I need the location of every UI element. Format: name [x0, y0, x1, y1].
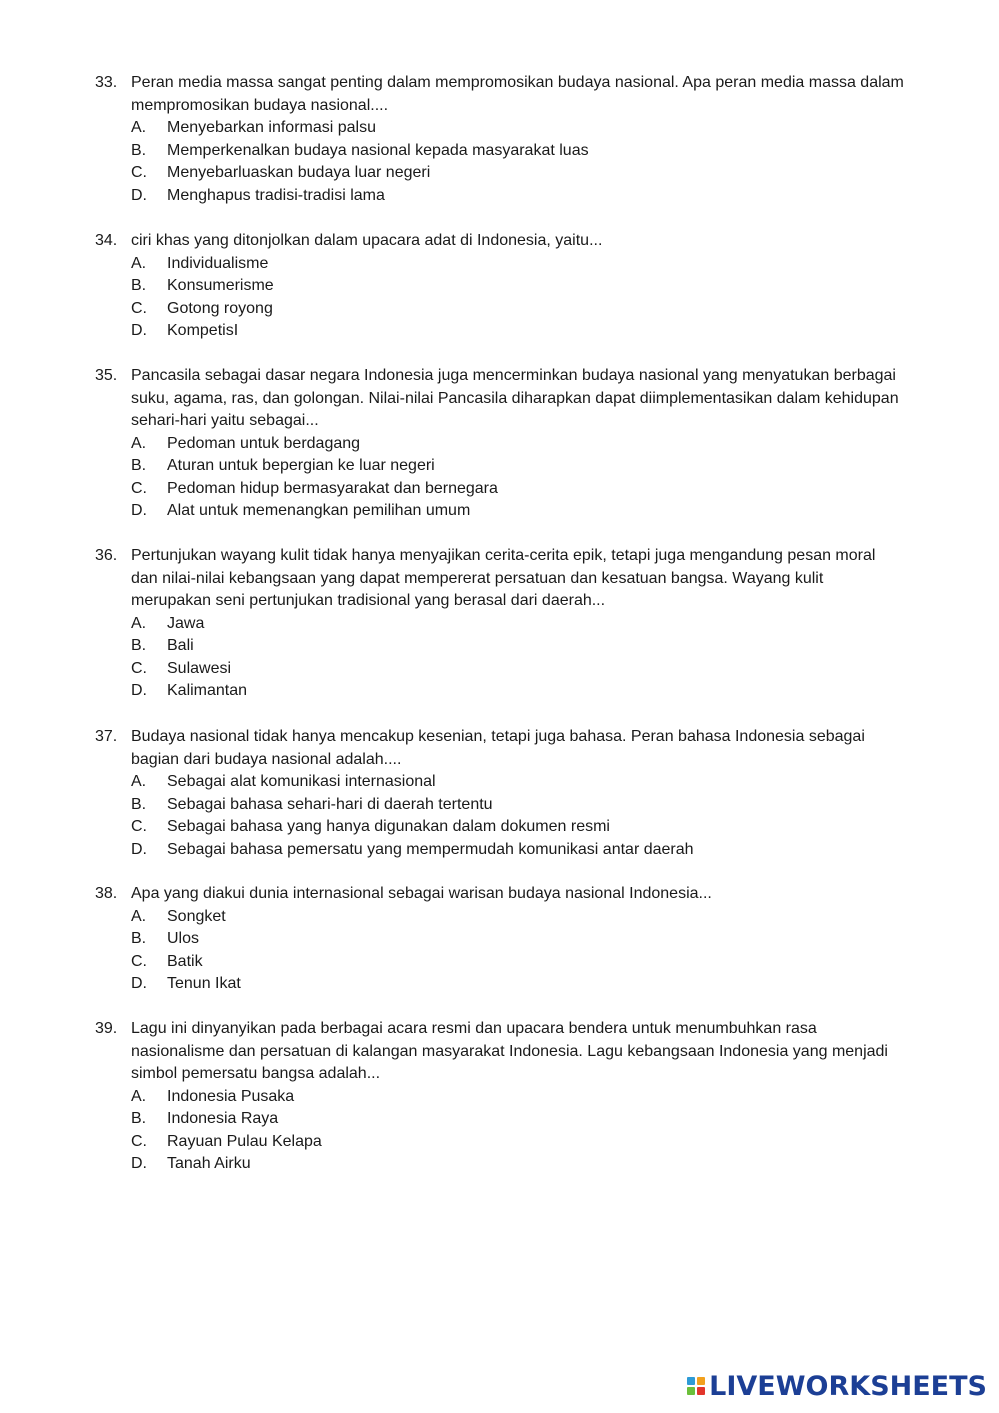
- option-text: Ulos: [167, 930, 200, 947]
- option-a: [95, 117, 905, 140]
- option-c: [95, 478, 905, 501]
- option-a: [95, 1086, 905, 1109]
- options-list: [95, 613, 905, 703]
- option-text: Sebagai bahasa yang hanya digunakan dalam dokumen resmi: [167, 818, 610, 835]
- question-33: [95, 72, 905, 207]
- question-number: 39.: [95, 1020, 118, 1037]
- question-38: [95, 883, 905, 996]
- option-letter: D.: [131, 502, 147, 519]
- option-text: Sebagai bahasa pemersatu yang mempermudah komunikasi antar daerah: [167, 840, 694, 858]
- option-text: Rayuan Pulau Kelapa: [167, 1132, 322, 1150]
- question-text: Peran media massa sangat penting dalam mempromosikan budaya nasional. Apa peran media massa dalam mempromosikan budaya nasional....: [131, 74, 904, 114]
- question-text: Pertunjukan wayang kulit tidak hanya menyajikan cerita-cerita epik, tetapi juga mengandung pesan moral dan nilai-nilai kebangsaan yang dapat mempererat persatuan dan kesatuan bangsa. Wayang kulit merupakan seni pertunjukan tradisional yang berasal dari daerah...: [131, 547, 876, 609]
- option-b: [95, 275, 905, 298]
- logo-square-icon: [687, 1387, 695, 1395]
- question-text: Lagu ini dinyanyikan pada berbagai acara resmi dan upacara bendera untuk menumbuhkan rasa nasionalisme dan persatuan di kalangan masyarakat Indonesia. Lagu kebangsaan Indonesia yang menjadi simbol pemersatu bangsa adalah...: [131, 1020, 888, 1082]
- option-d: [95, 320, 905, 343]
- option-letter: B.: [131, 457, 147, 474]
- option-letter: C.: [131, 952, 147, 970]
- question-number: 36.: [95, 547, 118, 564]
- logo-square-icon: [687, 1377, 695, 1385]
- option-letter: C.: [131, 818, 147, 835]
- question-number: 35.: [95, 367, 118, 384]
- option-text: Individualisme: [167, 254, 269, 272]
- option-letter: D.: [131, 186, 147, 204]
- option-letter: B.: [131, 141, 147, 159]
- option-b: [95, 928, 905, 951]
- option-text: Kalimantan: [167, 682, 248, 699]
- option-d: [95, 839, 905, 862]
- liveworksheets-logo[interactable]: [687, 1369, 987, 1403]
- option-text: Sulawesi: [167, 659, 232, 677]
- option-letter: B.: [131, 277, 147, 294]
- option-d: [95, 680, 905, 703]
- option-b: [95, 1108, 905, 1131]
- option-text: Pedoman untuk berdagang: [167, 434, 361, 452]
- option-letter: B.: [131, 795, 147, 813]
- option-letter: D.: [131, 1155, 147, 1172]
- option-letter: C.: [131, 164, 147, 181]
- question-text: ciri khas yang ditonjolkan dalam upacara adat di Indonesia, yaitu...: [131, 232, 603, 249]
- option-c: [95, 162, 905, 185]
- option-letter: C.: [131, 659, 147, 677]
- option-letter: D.: [131, 682, 147, 699]
- option-text: Indonesia Pusaka: [167, 1087, 295, 1105]
- option-letter: A.: [131, 1087, 147, 1105]
- option-a: [95, 433, 905, 456]
- option-letter: C.: [131, 1132, 147, 1150]
- question-number: 37.: [95, 728, 118, 745]
- option-b: [95, 455, 905, 478]
- option-c: [95, 298, 905, 321]
- option-letter: B.: [131, 1110, 147, 1127]
- option-text: Aturan untuk bepergian ke luar negeri: [167, 457, 435, 474]
- option-text: KompetisI: [167, 322, 239, 339]
- option-text: Batik: [167, 952, 203, 970]
- option-text: Menghapus tradisi-tradisi lama: [167, 186, 385, 204]
- question-text: Pancasila sebagai dasar negara Indonesia juga mencerminkan budaya nasional yang menyatukan berbagai suku, agama, ras, dan golongan. Nilai-nilai Pancasila diharapkan dapat diimplementasikan dalam kehidupan sehari-hari yaitu sebagai...: [131, 367, 899, 429]
- option-text: Memperkenalkan budaya nasional kepada masyarakat luas: [167, 141, 589, 159]
- option-a: [95, 613, 905, 636]
- option-text: Indonesia Raya: [167, 1110, 279, 1127]
- option-text: Konsumerisme: [167, 277, 274, 294]
- option-c: [95, 1131, 905, 1154]
- option-letter: C.: [131, 299, 147, 317]
- option-letter: D.: [131, 975, 147, 992]
- option-a: [95, 771, 905, 794]
- option-c: [95, 951, 905, 974]
- option-text: Tenun Ikat: [167, 975, 241, 992]
- option-d: [95, 500, 905, 523]
- logo-text: LIVEWORKSHEETS: [709, 1370, 987, 1402]
- option-text: Menyebarkan informasi palsu: [167, 119, 376, 136]
- option-text: Bali: [167, 637, 194, 654]
- question-number: 34.: [95, 232, 118, 249]
- option-text: Jawa: [167, 614, 205, 632]
- option-letter: A.: [131, 907, 147, 925]
- question-36: [95, 545, 905, 703]
- option-letter: B.: [131, 637, 147, 654]
- option-c: [95, 816, 905, 839]
- question-37: [95, 726, 905, 861]
- option-letter: A.: [131, 614, 147, 632]
- option-text: Tanah Airku: [167, 1155, 251, 1172]
- option-letter: B.: [131, 930, 147, 947]
- option-d: [95, 973, 905, 996]
- option-letter: D.: [131, 840, 147, 858]
- option-letter: A.: [131, 773, 147, 790]
- option-text: Sebagai alat komunikasi internasional: [167, 773, 436, 790]
- option-letter: D.: [131, 322, 147, 339]
- question-text: Budaya nasional tidak hanya mencakup kesenian, tetapi juga bahasa. Peran bahasa Indonesia sebagai bagian dari budaya nasional adalah....: [131, 728, 865, 768]
- option-a: [95, 906, 905, 929]
- option-letter: A.: [131, 119, 147, 136]
- options-list: [95, 117, 905, 207]
- options-list: [95, 433, 905, 523]
- option-b: [95, 794, 905, 817]
- question-39: [95, 1018, 905, 1176]
- question-number: 38.: [95, 885, 118, 902]
- option-a: [95, 253, 905, 276]
- option-letter: A.: [131, 434, 147, 452]
- option-text: Songket: [167, 907, 226, 925]
- option-d: [95, 1153, 905, 1176]
- logo-square-icon: [697, 1387, 705, 1395]
- logo-mark-icon: [687, 1377, 705, 1395]
- option-text: Pedoman hidup bermasyarakat dan bernegara: [167, 479, 498, 497]
- option-text: Gotong royong: [167, 299, 273, 317]
- option-c: [95, 658, 905, 681]
- option-b: [95, 635, 905, 658]
- options-list: [95, 771, 905, 861]
- options-list: [95, 253, 905, 343]
- option-text: Sebagai bahasa sehari-hari di daerah tertentu: [167, 795, 493, 813]
- options-list: [95, 906, 905, 996]
- option-letter: A.: [131, 254, 147, 272]
- option-letter: C.: [131, 479, 147, 497]
- question-text: Apa yang diakui dunia internasional sebagai warisan budaya nasional Indonesia...: [131, 885, 712, 902]
- option-text: Menyebarluaskan budaya luar negeri: [167, 164, 431, 181]
- logo-square-icon: [697, 1377, 705, 1385]
- options-list: [95, 1086, 905, 1176]
- option-text: Alat untuk memenangkan pemilihan umum: [167, 502, 471, 519]
- question-35: [95, 365, 905, 523]
- question-34: [95, 230, 905, 343]
- option-d: [95, 185, 905, 208]
- question-number: 33.: [95, 74, 118, 91]
- option-b: [95, 140, 905, 163]
